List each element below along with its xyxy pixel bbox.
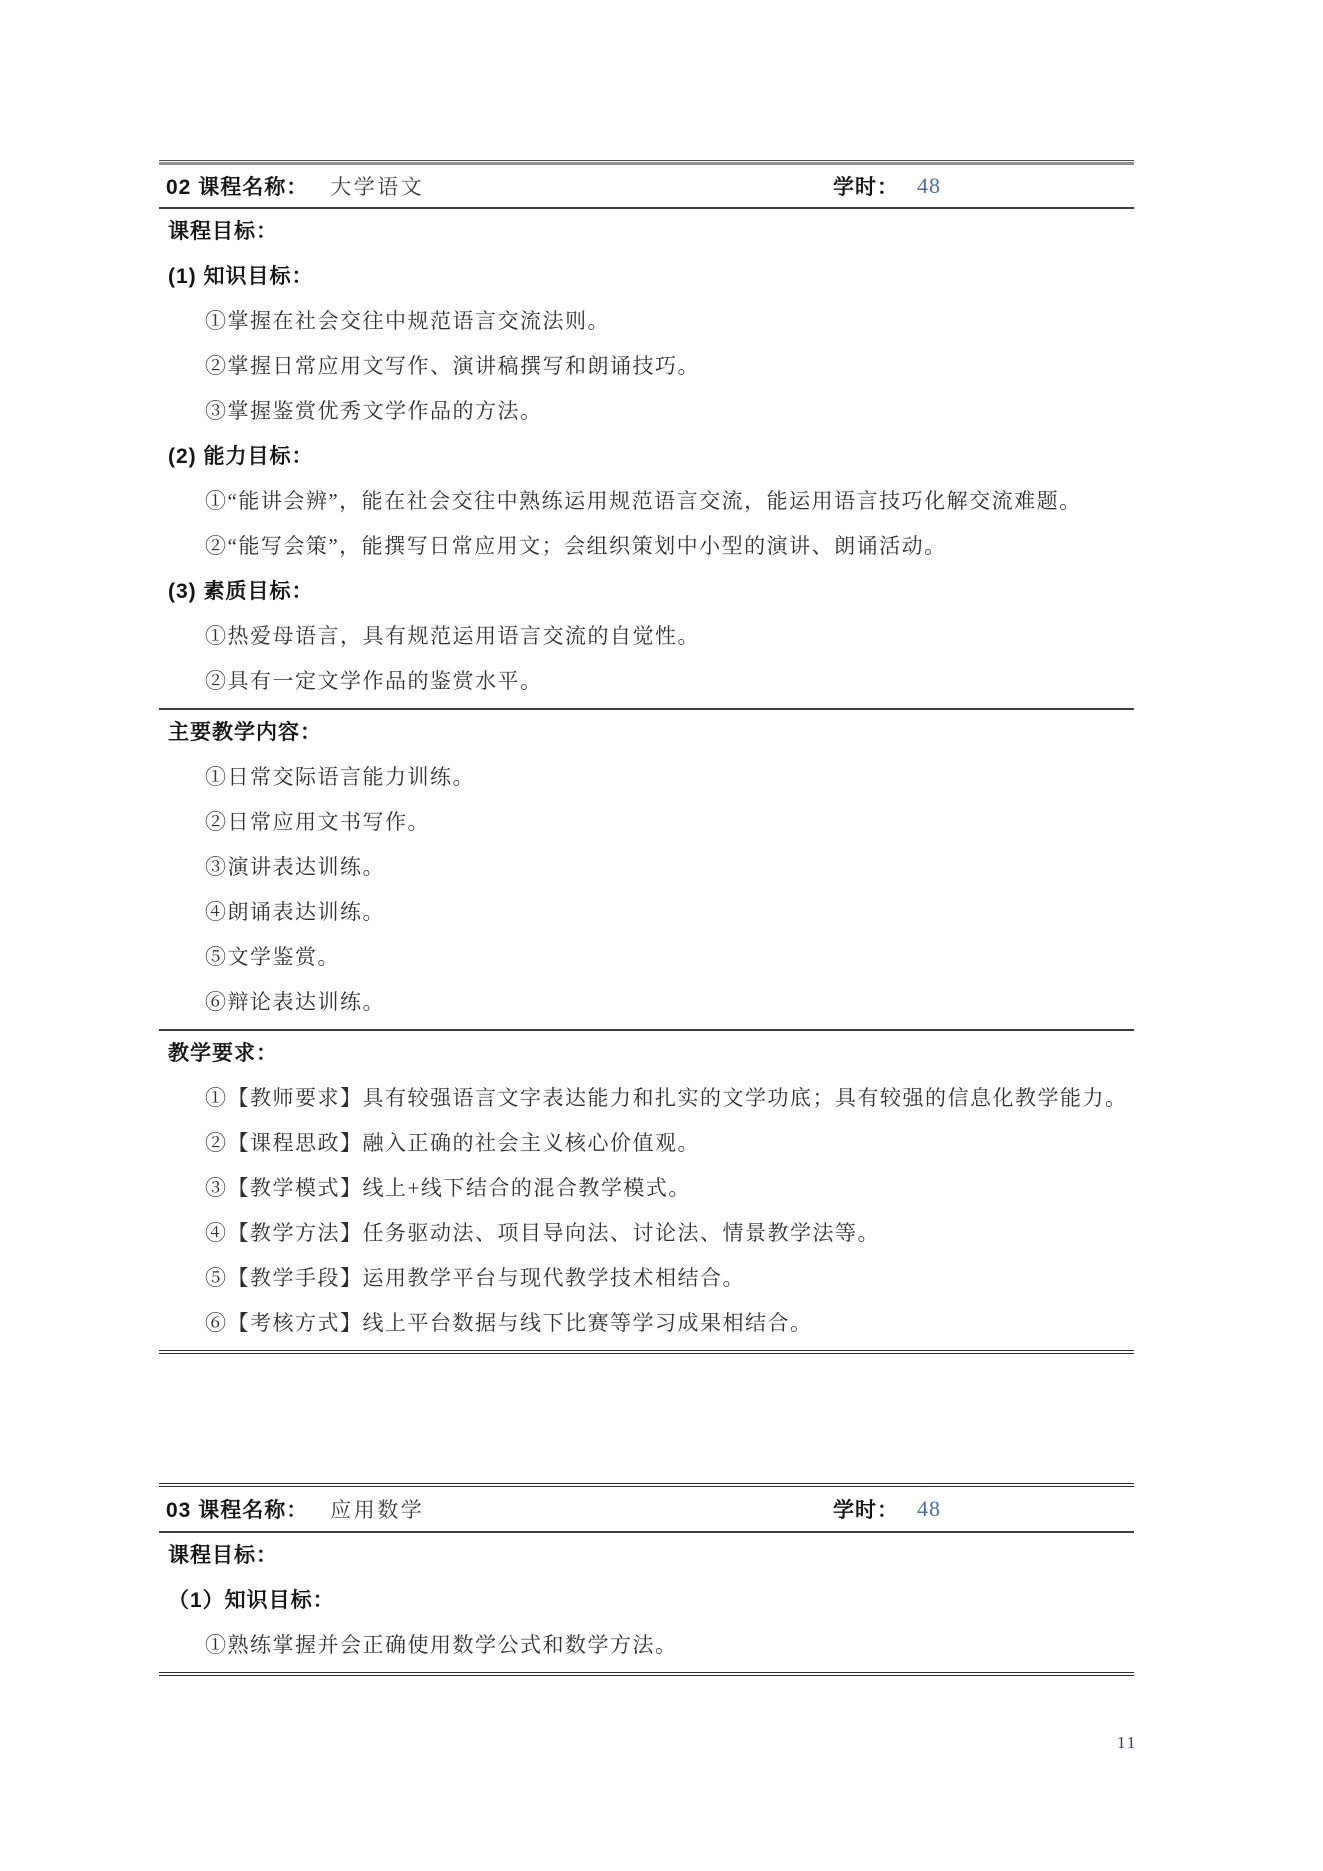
hours-group [833,1494,941,1524]
course-02-table [159,160,1134,1354]
course-name-value: 应用数学 [330,1498,425,1522]
knowledge-goal-heading: （1）知识目标： [168,1589,335,1612]
objective-item: ②具有一定文学作品的鉴赏水平。 [205,669,543,693]
ability-goal-heading: (2) 能力目标： [168,445,314,468]
requirements-title: 教学要求： [168,1042,278,1065]
content-item: ⑤文学鉴赏。 [205,945,340,969]
requirement-item: ③【教学模式】线上+线下结合的混合教学模式。 [205,1176,691,1200]
requirement-item: ①【教师要求】具有较强语言文字表达能力和扎实的文学功底；具有较强的信息化教学能力。 [205,1086,1128,1110]
hours-value: 48 [917,173,941,198]
content-item: ①日常交际语言能力训练。 [205,765,475,789]
course-number-label: 03 课程名称： [166,1499,309,1522]
course-03-header-row [159,1487,1134,1531]
objective-item: ②“能写会策”，能撰写日常应用文；会组织策划中小型的演讲、朗诵活动。 [205,534,947,558]
table-bottom-border [159,1350,1134,1354]
objective-item: ①掌握在社会交往中规范语言交流法则。 [205,309,610,333]
content-title: 主要教学内容： [168,721,322,744]
objective-item: ①“能讲会辨”，能在社会交往中熟练运用规范语言交流，能运用语言技巧化解交流难题。 [205,489,1082,513]
course-number-label: 02 课程名称： [166,176,309,199]
course-name-value: 大学语文 [330,175,425,199]
table-bottom-border [159,1672,1134,1676]
requirement-item: ④【教学方法】任务驱动法、项目导向法、讨论法、情景教学法等。 [205,1221,880,1245]
course-03-table [159,1483,1134,1676]
hours-group [833,171,941,201]
content-item: ③演讲表达训练。 [205,855,385,879]
content-item: ④朗诵表达训练。 [205,900,385,924]
requirement-item: ⑥【考核方式】线上平台数据与线下比赛等学习成果相结合。 [205,1311,813,1335]
knowledge-goal-heading: (1) 知识目标： [168,265,314,288]
hours-label: 学时： [833,1499,899,1522]
objective-item: ①热爱母语言，具有规范运用语言交流的自觉性。 [205,624,700,648]
quality-goal-heading: (3) 素质目标： [168,580,314,603]
course-objectives-section [159,207,1134,708]
objectives-title: 课程目标： [168,1544,278,1567]
content-item: ②日常应用文书写作。 [205,810,430,834]
objective-item: ①熟练掌握并会正确使用数学公式和数学方法。 [205,1633,678,1657]
course-objectives-section [159,1531,1134,1672]
content-item: ⑥辩论表达训练。 [205,990,385,1014]
objective-item: ③掌握鉴赏优秀文学作品的方法。 [205,399,543,423]
teaching-content-section [159,708,1134,1029]
hours-value: 48 [917,1496,941,1521]
requirement-item: ⑤【教学手段】运用教学平台与现代教学技术相结合。 [205,1266,745,1290]
teaching-requirements-section [159,1029,1134,1350]
requirement-item: ②【课程思政】融入正确的社会主义核心价值观。 [205,1131,700,1155]
hours-label: 学时： [833,176,899,199]
objectives-title: 课程目标： [168,220,278,243]
objective-item: ②掌握日常应用文写作、演讲稿撰写和朗诵技巧。 [205,354,700,378]
course-02-header-row [159,165,1134,207]
page-number: 11 [1117,1733,1138,1752]
